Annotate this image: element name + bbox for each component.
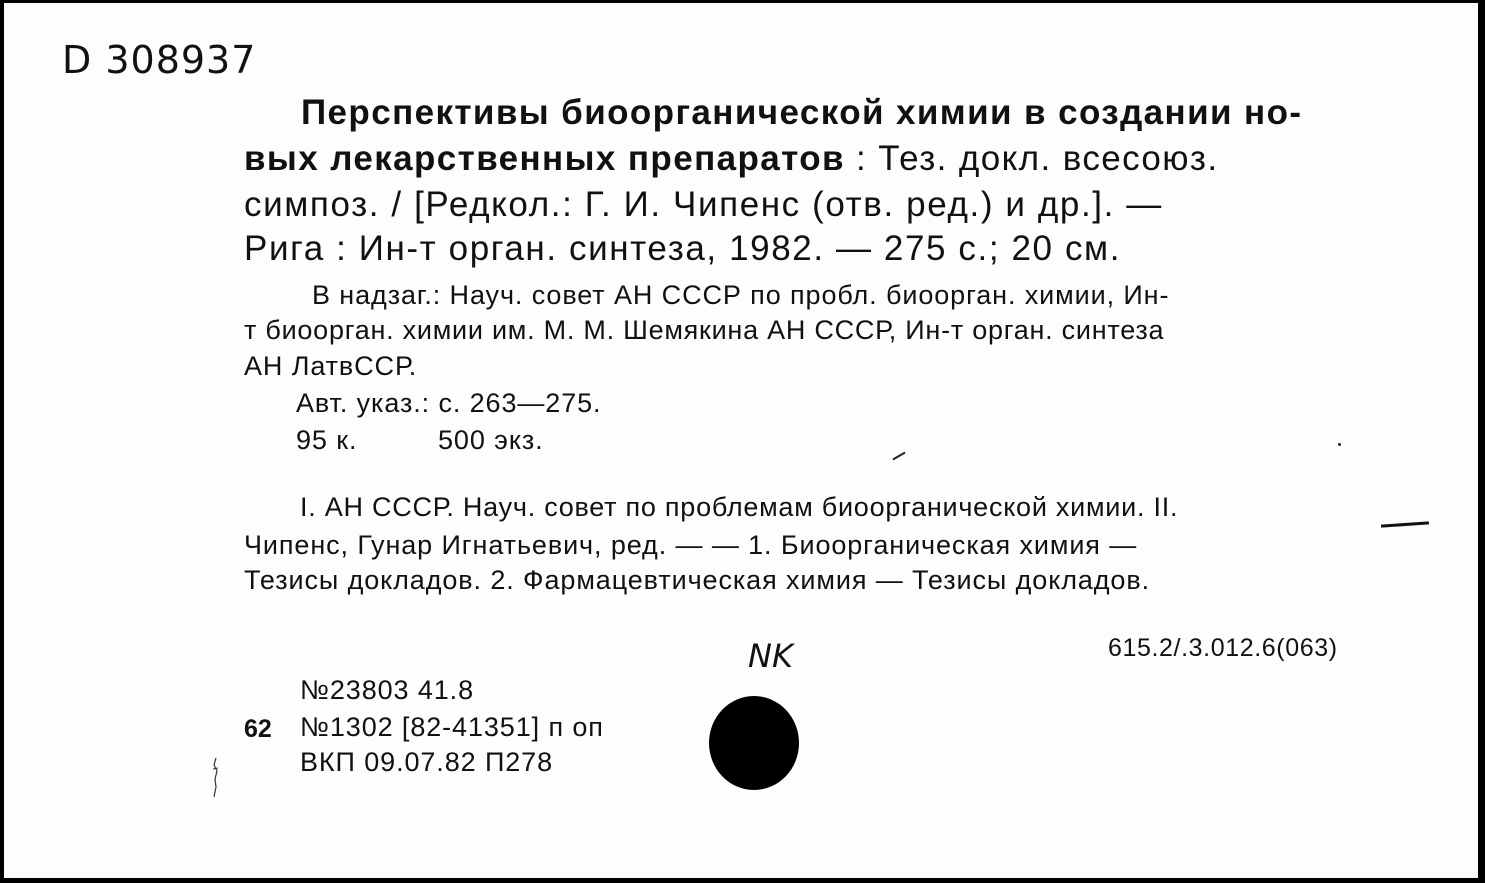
record-line-3: ВКП 09.07.82 П278: [300, 747, 554, 777]
title-bold-part: вых лекарственных препаратов: [244, 139, 845, 178]
title-line-4: Рига : Ин-т орган. синтеза, 1982. — 275 с.; 20 см.: [244, 229, 1122, 268]
record-prefix: 62: [244, 715, 272, 743]
handwritten-underline: [1381, 521, 1429, 527]
author-index: Авт. указ.: с. 263—275.: [296, 388, 602, 418]
title-line-2: [244, 141, 1219, 176]
classification-number: 615.2/.3.012.6(063): [1108, 634, 1338, 662]
margin-scribble: [210, 757, 220, 799]
note-line-3: АН ЛатвССР.: [244, 351, 418, 381]
punched-hole-blot: [709, 696, 799, 790]
record-line-1: №23803 41.8: [300, 675, 474, 705]
copies: 500 экз.: [438, 425, 544, 455]
catalog-card: [4, 3, 1478, 878]
title-line-3: симпоз. / [Редкол.: Г. И. Чипенс (отв. ред.) и др.]. —: [244, 185, 1163, 224]
price: 95 к.: [296, 425, 358, 455]
tracing-line-2: Чипенс, Гунар Игнатьевич, ред. — — 1. Биоорганическая химия —: [244, 530, 1138, 560]
title-rest-part: : Тез. докл. всесоюз.: [844, 139, 1219, 178]
tracing-line-3: Тезисы докладов. 2. Фармацевтическая химия — Тезисы докладов.: [244, 565, 1150, 595]
note-line-1: В надзаг.: Науч. совет АН СССР по пробл. биоорган. химии, Ин-: [312, 280, 1170, 310]
note-line-2: т биоорган. химии им. М. М. Шемякина АН СССР, Ин-т орган. синтеза: [244, 315, 1165, 345]
stray-dot: [1338, 443, 1341, 446]
title-line-1: Перспективы биоорганической химии в создании но-: [301, 93, 1303, 132]
tracing-line-1: I. АН СССР. Науч. совет по проблемам биоорганической химии. II.: [300, 492, 1179, 522]
record-line-2: №1302 [82-41351] п оп: [300, 712, 604, 742]
stray-pen-mark: [892, 452, 905, 461]
call-number: D 308937: [62, 38, 257, 82]
handwritten-mark: NK: [748, 637, 793, 675]
